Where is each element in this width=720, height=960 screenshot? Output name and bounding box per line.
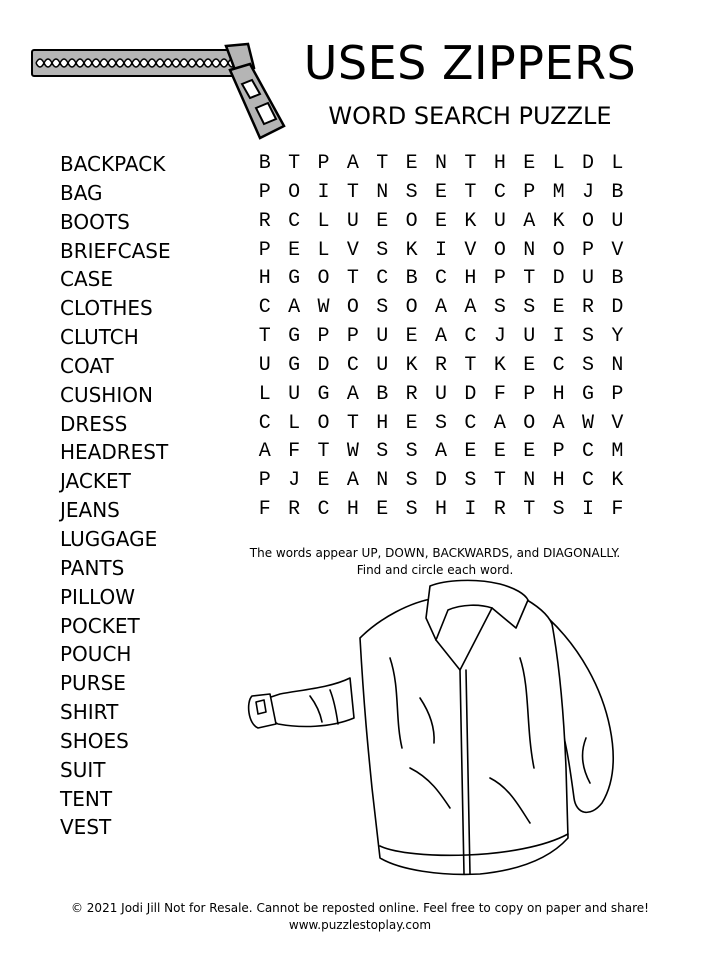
grid-letter[interactable]: L	[317, 238, 330, 262]
grid-letter[interactable]: C	[581, 440, 594, 464]
grid-letter[interactable]: M	[552, 180, 565, 204]
grid-letter[interactable]: P	[258, 238, 271, 262]
word-list-item: CASE	[60, 267, 113, 292]
grid-letter[interactable]: G	[581, 382, 594, 406]
grid-letter[interactable]: T	[288, 152, 301, 175]
grid-letter[interactable]: S	[376, 238, 389, 262]
grid-letter[interactable]: K	[493, 353, 506, 377]
word-list-item: DRESS	[60, 411, 128, 436]
grid-letter[interactable]: K	[552, 209, 565, 233]
grid-letter[interactable]: S	[464, 469, 477, 493]
grid-letter[interactable]: S	[376, 296, 389, 320]
grid-letter[interactable]: I	[464, 498, 477, 522]
grid-letter[interactable]: E	[523, 152, 536, 175]
zipper-icon	[30, 40, 300, 140]
grid-letter[interactable]: N	[376, 469, 389, 493]
grid-letter[interactable]: A	[493, 411, 506, 435]
grid-letter[interactable]: H	[493, 152, 506, 175]
grid-letter[interactable]: T	[464, 353, 477, 377]
grid-letter[interactable]: D	[552, 267, 565, 291]
grid-letter[interactable]: H	[552, 382, 565, 406]
word-list-item: CLOTHES	[60, 296, 153, 321]
grid-letter[interactable]: G	[288, 325, 301, 349]
word-list-item: CUSHION	[60, 382, 153, 407]
grid-letter[interactable]: B	[258, 152, 271, 175]
grid-letter[interactable]: N	[435, 152, 448, 175]
word-list-item: COAT	[60, 353, 114, 378]
word-list-item: SUIT	[60, 757, 106, 782]
word-list-item: PANTS	[60, 555, 125, 580]
grid-letter[interactable]: A	[258, 440, 271, 464]
grid-letter[interactable]: E	[405, 325, 418, 349]
grid-letter[interactable]: I	[317, 180, 330, 204]
grid-letter[interactable]: R	[258, 209, 271, 233]
word-list-item: JACKET	[60, 469, 131, 494]
grid-letter[interactable]: P	[346, 325, 359, 349]
word-list-item: POUCH	[60, 642, 132, 667]
grid-letter[interactable]: T	[258, 325, 271, 349]
grid-letter[interactable]: A	[288, 296, 301, 320]
grid-letter[interactable]: U	[288, 382, 301, 406]
grid-letter[interactable]: T	[376, 152, 389, 175]
grid-letter[interactable]: B	[376, 382, 389, 406]
grid-letter[interactable]: K	[464, 209, 477, 233]
grid-row	[250, 381, 632, 410]
grid-letter[interactable]: O	[317, 411, 330, 435]
grid-letter[interactable]: C	[493, 180, 506, 204]
grid-letter[interactable]: A	[346, 382, 359, 406]
word-list-item: SHIRT	[60, 700, 119, 725]
grid-letter[interactable]: P	[611, 382, 624, 406]
grid-letter[interactable]: S	[493, 296, 506, 320]
grid-letter[interactable]: P	[258, 469, 271, 493]
grid-letter[interactable]: U	[376, 325, 389, 349]
grid-letter[interactable]: R	[581, 296, 594, 320]
grid-letter[interactable]: O	[288, 180, 301, 204]
grid-letter[interactable]: I	[581, 498, 594, 522]
page-title: USES ZIPPERS	[303, 36, 637, 90]
grid-letter[interactable]: P	[317, 325, 330, 349]
grid-letter[interactable]: U	[523, 325, 536, 349]
grid-letter[interactable]: K	[405, 353, 418, 377]
grid-letter[interactable]: G	[288, 267, 301, 291]
word-list-item: HEADREST	[60, 440, 169, 465]
grid-letter[interactable]: D	[464, 382, 477, 406]
word-list-item: CLUTCH	[60, 325, 139, 350]
grid-letter[interactable]: C	[346, 353, 359, 377]
grid-letter[interactable]: H	[346, 498, 359, 522]
grid-letter[interactable]: N	[376, 180, 389, 204]
grid-letter[interactable]: T	[346, 267, 359, 291]
instructions-line: Find and circle each word.	[356, 563, 514, 577]
grid-letter[interactable]: T	[317, 440, 330, 464]
grid-row	[250, 265, 632, 294]
grid-letter[interactable]: E	[317, 469, 330, 493]
grid-row	[250, 467, 632, 496]
grid-letter[interactable]: A	[435, 296, 448, 320]
grid-row	[250, 208, 632, 237]
grid-letter[interactable]: H	[376, 411, 389, 435]
grid-letter[interactable]: G	[317, 382, 330, 406]
grid-letter[interactable]: C	[258, 296, 271, 320]
grid-letter[interactable]: V	[346, 238, 359, 262]
grid-letter[interactable]: K	[611, 469, 624, 493]
grid-letter[interactable]: U	[581, 267, 594, 291]
grid-letter[interactable]: S	[581, 353, 594, 377]
grid-letter[interactable]: C	[435, 267, 448, 291]
word-list-item: LUGGAGE	[60, 526, 158, 551]
grid-letter[interactable]: C	[581, 469, 594, 493]
grid-letter[interactable]: W	[581, 411, 594, 435]
word-list-item: SHOES	[60, 728, 129, 753]
grid-letter[interactable]: P	[523, 180, 536, 204]
grid-letter[interactable]: J	[288, 469, 301, 493]
word-list-item: PURSE	[60, 671, 126, 696]
grid-letter[interactable]: C	[258, 411, 271, 435]
grid-letter[interactable]: I	[435, 238, 448, 262]
grid-letter[interactable]: E	[405, 411, 418, 435]
grid-letter[interactable]: W	[317, 296, 330, 320]
grid-letter[interactable]: O	[317, 267, 330, 291]
grid-letter[interactable]: O	[405, 209, 418, 233]
grid-letter[interactable]: O	[405, 296, 418, 320]
grid-letter[interactable]: O	[523, 411, 536, 435]
grid-letter[interactable]: J	[581, 180, 594, 204]
grid-row	[250, 179, 632, 208]
grid-letter[interactable]: W	[346, 440, 359, 464]
grid-letter[interactable]: A	[346, 469, 359, 493]
grid-letter[interactable]: C	[288, 209, 301, 233]
grid-letter[interactable]: S	[523, 296, 536, 320]
grid-letter[interactable]: V	[464, 238, 477, 262]
grid-letter[interactable]: A	[523, 209, 536, 233]
grid-letter[interactable]: C	[552, 353, 565, 377]
grid-letter[interactable]: V	[611, 411, 624, 435]
grid-row	[250, 323, 632, 352]
grid-letter[interactable]: P	[581, 238, 594, 262]
grid-letter[interactable]: R	[493, 498, 506, 522]
grid-letter[interactable]: Y	[611, 325, 624, 349]
grid-letter[interactable]: T	[493, 469, 506, 493]
grid-letter[interactable]: O	[493, 238, 506, 262]
grid-row	[250, 352, 632, 381]
grid-letter[interactable]: F	[288, 440, 301, 464]
grid-row	[250, 237, 632, 266]
grid-letter[interactable]: A	[464, 296, 477, 320]
instructions	[240, 545, 630, 579]
grid-letter[interactable]: L	[317, 209, 330, 233]
grid-letter[interactable]: U	[611, 209, 624, 233]
grid-letter[interactable]: L	[288, 411, 301, 435]
grid-letter[interactable]: R	[405, 382, 418, 406]
grid-letter[interactable]: E	[435, 209, 448, 233]
grid-letter[interactable]: S	[405, 498, 418, 522]
footer	[0, 900, 720, 934]
grid-letter[interactable]: A	[435, 325, 448, 349]
grid-letter[interactable]: H	[258, 267, 271, 291]
grid-letter[interactable]: J	[493, 325, 506, 349]
grid-letter[interactable]: T	[346, 411, 359, 435]
grid-letter[interactable]: S	[552, 498, 565, 522]
grid-letter[interactable]: L	[552, 152, 565, 175]
grid-letter[interactable]: H	[435, 498, 448, 522]
grid-letter[interactable]: N	[523, 238, 536, 262]
grid-letter[interactable]: E	[523, 440, 536, 464]
grid-letter[interactable]: E	[523, 353, 536, 377]
grid-row	[250, 496, 632, 525]
grid-letter[interactable]: H	[464, 267, 477, 291]
grid-letter[interactable]: T	[346, 180, 359, 204]
grid-letter[interactable]: S	[376, 440, 389, 464]
grid-letter[interactable]: D	[611, 296, 624, 320]
grid-letter[interactable]: E	[435, 180, 448, 204]
grid-letter[interactable]: D	[317, 353, 330, 377]
jacket-illustration	[230, 578, 630, 888]
grid-row	[250, 150, 632, 179]
grid-letter[interactable]: O	[346, 296, 359, 320]
word-list-item: JEANS	[60, 498, 120, 523]
grid-letter[interactable]: N	[523, 469, 536, 493]
grid-letter[interactable]: D	[581, 152, 594, 175]
grid-letter[interactable]: E	[288, 238, 301, 262]
grid-letter[interactable]: B	[405, 267, 418, 291]
word-list-item: BACKPACK	[60, 152, 166, 176]
grid-row	[250, 410, 632, 439]
grid-letter[interactable]: S	[581, 325, 594, 349]
grid-letter[interactable]: C	[376, 267, 389, 291]
grid-letter[interactable]: D	[435, 469, 448, 493]
word-list-item: VEST	[60, 815, 112, 840]
grid-letter[interactable]: K	[405, 238, 418, 262]
grid-letter[interactable]: P	[523, 382, 536, 406]
grid-letter[interactable]: S	[405, 469, 418, 493]
grid-letter[interactable]: C	[464, 411, 477, 435]
grid-letter[interactable]: P	[493, 267, 506, 291]
grid-letter[interactable]: F	[258, 498, 271, 522]
grid-letter[interactable]: L	[258, 382, 271, 406]
grid-row	[250, 438, 632, 467]
grid-letter[interactable]: U	[493, 209, 506, 233]
word-list-item: POCKET	[60, 613, 140, 638]
grid-letter[interactable]: R	[288, 498, 301, 522]
grid-letter[interactable]: U	[346, 209, 359, 233]
page-subtitle: WORD SEARCH PUZZLE	[328, 102, 612, 130]
grid-letter[interactable]: A	[552, 411, 565, 435]
grid-row	[250, 294, 632, 323]
grid-letter[interactable]: E	[493, 440, 506, 464]
copyright-text: © 2021 Jodi Jill Not for Resale. Cannot be reposted online. Feel free to copy on paper and share!	[70, 901, 649, 915]
grid-letter[interactable]: C	[464, 325, 477, 349]
grid-letter[interactable]: E	[464, 440, 477, 464]
grid-letter[interactable]: E	[376, 498, 389, 522]
grid-letter[interactable]: U	[376, 353, 389, 377]
letter-grid	[250, 150, 632, 525]
grid-letter[interactable]: E	[405, 152, 418, 175]
word-list-item: BAG	[60, 180, 103, 205]
grid-letter[interactable]: F	[493, 382, 506, 406]
grid-letter[interactable]: E	[552, 296, 565, 320]
grid-letter[interactable]: O	[581, 209, 594, 233]
grid-letter[interactable]: T	[464, 180, 477, 204]
grid-letter[interactable]: U	[435, 382, 448, 406]
grid-letter[interactable]: P	[258, 180, 271, 204]
grid-letter[interactable]: N	[611, 353, 624, 377]
grid-letter[interactable]: G	[288, 353, 301, 377]
grid-letter[interactable]: P	[552, 440, 565, 464]
grid-letter[interactable]: S	[405, 440, 418, 464]
grid-letter[interactable]: U	[258, 353, 271, 377]
grid-letter[interactable]: L	[611, 152, 624, 175]
website-link[interactable]: www.puzzlestoplay.com	[288, 918, 432, 932]
grid-letter[interactable]: B	[611, 180, 624, 204]
word-list-item: PILLOW	[60, 584, 136, 609]
grid-letter[interactable]: S	[405, 180, 418, 204]
grid-letter[interactable]: R	[435, 353, 448, 377]
grid-letter[interactable]: A	[346, 152, 359, 175]
grid-letter[interactable]: M	[611, 440, 624, 464]
word-list	[60, 150, 171, 842]
word-list-item: BRIEFCASE	[60, 238, 171, 263]
grid-letter[interactable]: V	[611, 238, 624, 262]
grid-letter[interactable]: O	[552, 238, 565, 262]
grid-letter[interactable]: T	[464, 152, 477, 175]
grid-letter[interactable]: C	[317, 498, 330, 522]
grid-letter[interactable]: F	[611, 498, 624, 522]
instructions-line: The words appear UP, DOWN, BACKWARDS, and DIAGONALLY.	[249, 546, 621, 560]
grid-letter[interactable]: I	[552, 325, 565, 349]
grid-letter[interactable]: P	[317, 152, 330, 175]
grid-letter[interactable]: T	[523, 498, 536, 522]
word-list-item: TENT	[60, 786, 113, 811]
grid-letter[interactable]: A	[435, 440, 448, 464]
grid-letter[interactable]: E	[376, 209, 389, 233]
grid-letter[interactable]: B	[611, 267, 624, 291]
grid-letter[interactable]: T	[523, 267, 536, 291]
grid-letter[interactable]: H	[552, 469, 565, 493]
word-list-item: BOOTS	[60, 209, 130, 234]
grid-letter[interactable]: S	[435, 411, 448, 435]
